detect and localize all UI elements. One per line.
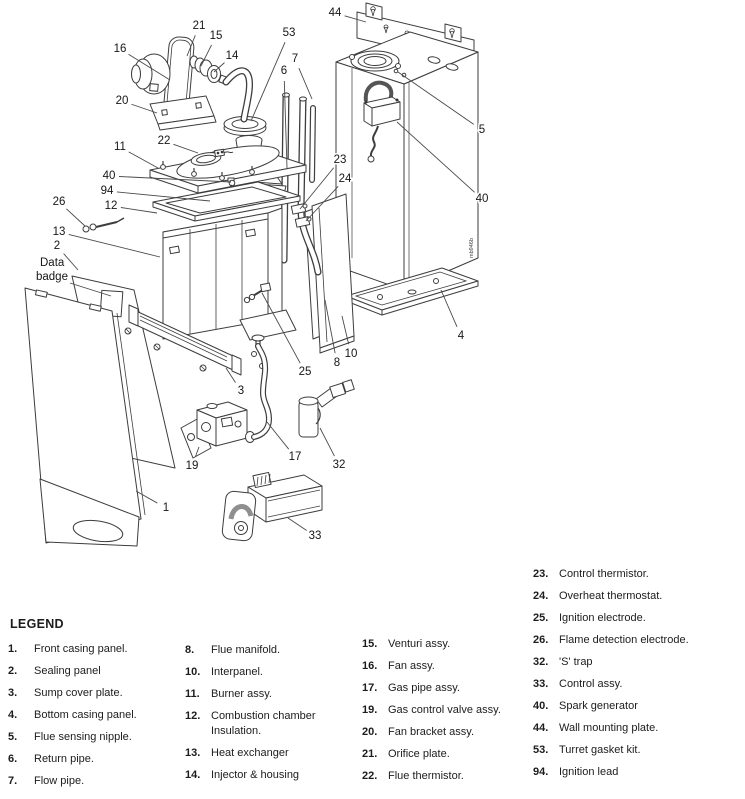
legend-column-4 — [533, 567, 741, 787]
legend-item-text: Spark generator — [559, 700, 638, 712]
interpanel-art — [305, 194, 354, 353]
callout-number-6: 6 — [280, 65, 288, 77]
legend-item-number: 44. — [533, 722, 549, 734]
gas-valve-art — [181, 402, 255, 458]
legend-item-number: 7. — [8, 775, 18, 787]
legend-item-text: Heat exchanger — [211, 746, 289, 759]
legend-item-number: 20. — [362, 726, 378, 738]
callout-leader-line — [69, 234, 160, 257]
legend-item — [185, 687, 355, 702]
legend-item-number: 94. — [533, 766, 549, 778]
legend-item — [362, 747, 530, 762]
data-badge-line1: Data — [40, 257, 65, 269]
s-trap-art — [299, 380, 354, 437]
legend-item-text: Flame detection electrode. — [559, 634, 689, 646]
legend-item — [362, 659, 530, 674]
legend-item-number: 10. — [185, 666, 201, 678]
legend-item-text: Ignition electrode. — [559, 612, 646, 624]
callout-leader-line — [299, 68, 312, 99]
legend-item — [533, 721, 741, 736]
callout-number-16: 16 — [113, 43, 127, 55]
legend-item-number: 12. — [185, 710, 201, 722]
legend-item-text: Control thermistor. — [559, 568, 649, 580]
legend-item-number: 2. — [8, 665, 18, 677]
return-flow-pipes-art — [283, 93, 319, 272]
legend-item — [362, 637, 530, 652]
data-badge-line2: badge — [36, 271, 68, 283]
legend-item-text: 'S' trap — [559, 656, 593, 668]
callout-leader-line — [267, 422, 289, 449]
legend-item-text: Flue thermistor. — [388, 770, 464, 782]
legend-item-number: 53. — [533, 744, 549, 756]
legend-item-text: Sealing panel — [34, 665, 101, 677]
legend-item-text: Combustion chamber Insulation. — [211, 710, 316, 737]
legend-item — [185, 643, 355, 658]
legend-item-number: 16. — [362, 660, 378, 672]
callout-number-13: 13 — [52, 226, 66, 238]
legend-item — [8, 642, 180, 657]
legend-title: LEGEND — [10, 617, 64, 631]
legend-item — [533, 589, 741, 604]
legend-item — [533, 765, 741, 780]
legend-item-text: Flow pipe. — [34, 775, 85, 787]
legend-item-number: 24. — [533, 590, 549, 602]
legend-column-3 — [362, 637, 530, 791]
callout-number-8: 8 — [333, 357, 341, 369]
legend-item-number: 26. — [533, 634, 549, 646]
legend-item-number: 25. — [533, 612, 549, 624]
legend-item-number: 3. — [8, 687, 18, 699]
legend-item-number: 4. — [8, 709, 18, 721]
legend-item-text: Bottom casing panel. — [34, 709, 137, 721]
legend-item — [185, 709, 355, 738]
callout-leader-line — [288, 518, 307, 530]
callout-leader-line — [441, 290, 457, 327]
callout-number-11: 11 — [114, 141, 126, 153]
callout-leader-line — [173, 144, 198, 153]
legend-item-number: 14. — [185, 768, 201, 781]
legend-item-text: Venturi assy. — [388, 638, 451, 650]
legend-item-text: Overheat thermostat. — [559, 590, 663, 602]
callout-leader-line — [66, 209, 85, 226]
legend-column-1 — [8, 642, 180, 796]
legend-item-text: Control assy. — [559, 678, 623, 690]
legend-item — [533, 699, 741, 714]
callout-number-25: 25 — [298, 366, 312, 378]
legend-item — [185, 768, 355, 783]
legend-item — [8, 708, 180, 723]
callout-number-10: 10 — [344, 348, 358, 360]
callout-number-20: 20 — [115, 95, 129, 107]
flame-detection-electrode-art — [83, 218, 124, 232]
legend-item-number: 22. — [362, 770, 378, 782]
legend-item-number: 15. — [362, 638, 378, 650]
legend-item-number: 11. — [185, 688, 200, 700]
callout-number-7: 7 — [291, 53, 299, 65]
callout-number-14: 14 — [225, 50, 239, 62]
callout-number-4: 4 — [457, 330, 465, 342]
drawing-code-label: mb946b — [469, 238, 475, 258]
callout-number-40: 40 — [102, 170, 116, 182]
callout-leader-line — [136, 491, 157, 503]
legend-item-number: 23. — [533, 568, 549, 580]
callout-number-15: 15 — [209, 30, 223, 42]
legend-item-text: Wall mounting plate. — [559, 722, 659, 734]
legend-item — [533, 743, 741, 758]
legend-item — [362, 769, 530, 784]
legend-item — [185, 746, 355, 761]
legend-item-number: 5. — [8, 731, 18, 743]
callout-number-3: 3 — [237, 385, 245, 397]
legend-item-number: 19. — [362, 704, 378, 716]
callout-number-23: 23 — [333, 154, 347, 166]
control-assembly-art — [222, 472, 322, 541]
heat-exchanger-art — [163, 208, 296, 348]
legend-item — [185, 665, 355, 680]
callout-number-12: 12 — [104, 200, 118, 212]
legend-item-text: Return pipe. — [34, 753, 94, 765]
legend-item-text: Ignition lead — [559, 766, 619, 778]
callout-number-24: 24 — [338, 173, 352, 185]
legend-item — [533, 567, 741, 582]
callout-leader-line — [129, 152, 158, 168]
callout-number-5: 5 — [478, 124, 486, 136]
legend-item-number: 1. — [8, 643, 18, 655]
legend-column-2 — [185, 643, 355, 790]
legend-item-number: 21. — [362, 748, 378, 760]
legend-item — [533, 677, 741, 692]
legend-item-text: Burner assy. — [211, 688, 272, 700]
callout-number-17: 17 — [288, 451, 302, 463]
legend-item-text: Gas pipe assy. — [388, 682, 460, 694]
legend-item-text: Fan bracket assy. — [388, 726, 474, 738]
callout-number-94: 94 — [100, 185, 114, 197]
legend-item — [533, 633, 741, 648]
callout-number-21: 21 — [192, 20, 206, 32]
legend-item — [8, 686, 180, 701]
legend-item-number: 33. — [533, 678, 549, 690]
legend-item-number: 13. — [185, 746, 201, 759]
legend-item-number: 6. — [8, 753, 18, 765]
legend-item-text: Turret gasket kit. — [559, 744, 641, 756]
callout-number-44: 44 — [328, 7, 342, 19]
callout-leader-line — [121, 208, 157, 213]
legend-item-text: Sump cover plate. — [34, 687, 123, 699]
legend-item — [8, 774, 180, 789]
legend-item-text: Orifice plate. — [388, 748, 450, 760]
legend-item-number: 40. — [533, 700, 549, 712]
callout-number-32: 32 — [332, 459, 346, 471]
callout-leader-line — [64, 254, 78, 270]
legend-item-text: Flue manifold. — [211, 644, 281, 656]
callout-number-22: 22 — [157, 135, 171, 147]
callout-number-26: 26 — [52, 196, 66, 208]
callout-number-1: 1 — [162, 502, 170, 514]
gas-pipe-art — [254, 346, 269, 437]
casing-assembly-art — [333, 32, 478, 290]
legend-item-text: Flue sensing nipple. — [34, 731, 132, 743]
callout-number-33: 33 — [308, 530, 322, 542]
callout-number-40: 40 — [475, 193, 489, 205]
legend-item-number: 8. — [185, 644, 195, 656]
legend-item — [8, 664, 180, 679]
callout-number-53: 53 — [282, 27, 296, 39]
legend-item-text: Injector & housing — [211, 768, 300, 781]
legend-item-text: Gas control valve assy. — [388, 704, 501, 716]
legend-item-text: Interpanel. — [211, 666, 263, 678]
callout-number-19: 19 — [185, 460, 199, 472]
legend-item-text: Fan assy. — [388, 660, 435, 672]
legend-item — [533, 611, 741, 626]
legend-item — [362, 681, 530, 696]
callout-leader-line — [320, 428, 334, 456]
legend-item-number: 32. — [533, 656, 549, 668]
legend-item-number: 17. — [362, 682, 378, 694]
legend-item — [533, 655, 741, 670]
legend-item — [8, 730, 180, 745]
callout-leader-line — [251, 42, 288, 121]
legend-item-text: Front casing panel. — [34, 643, 128, 655]
legend-item — [8, 752, 180, 767]
callout-number-2: 2 — [53, 240, 61, 252]
legend-item — [362, 725, 530, 740]
legend-item — [362, 703, 530, 718]
